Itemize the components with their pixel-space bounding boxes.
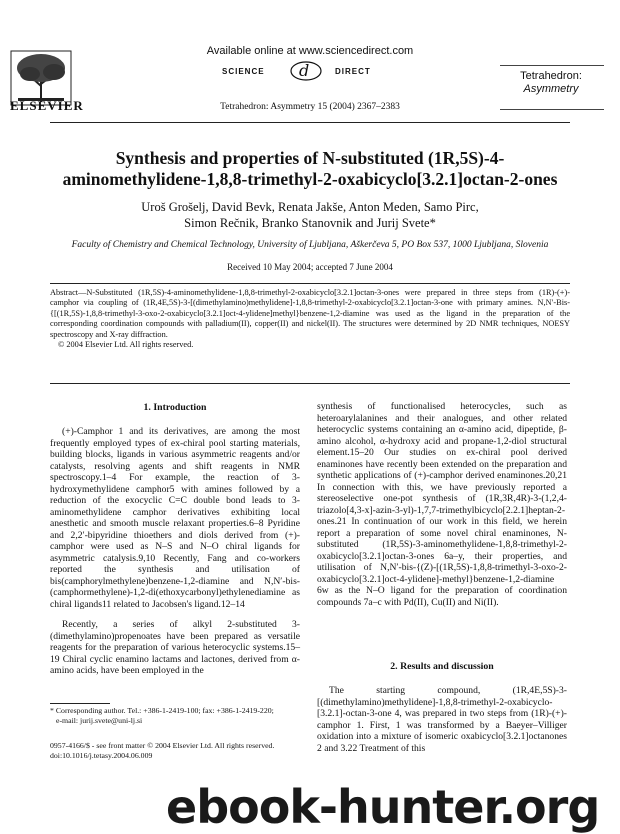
- results-paragraph-1: The starting compound, (1R,4E,5S)-3-[(dimethylamino)methylidene]-1,8,8-trimethyl-2-oxabicyclo-[3.2.1]-octan-3-one 4, was prepared in two steps from (1R)-(+)-camphor 1. First, 1 was transformed by a Baeyer–Villiger oxidation into a mixture of isomeric oxabicyclo[3.2.1]octanones 2 and 3.22 Treatment of this: [317, 685, 567, 754]
- footnote-rule: [50, 703, 110, 704]
- authors-line-1: Uroš Grošelj, David Bevk, Renata Jakše, Anton Meden, Samo Pirc,: [141, 200, 479, 214]
- available-online-text: Available online at www.sciencedirect.com: [206, 45, 414, 57]
- abstract-top-rule: [50, 283, 570, 284]
- corresponding-author-footnote: [50, 706, 310, 725]
- journal-box-bottom-rule: [500, 109, 604, 110]
- sciencedirect-logo-right: DIRECT: [335, 67, 371, 76]
- author-list: [60, 199, 560, 231]
- section-heading-introduction: 1. Introduction: [143, 402, 207, 413]
- issn-line: 0957-4166/$ - see front matter © 2004 Elsevier Ltd. All rights reserved.: [50, 741, 275, 750]
- abstract: [50, 288, 570, 350]
- journal-box-top-rule: [500, 65, 604, 66]
- front-matter-copyright: [50, 741, 310, 760]
- received-dates: Received 10 May 2004; accepted 7 June 2004: [227, 262, 393, 272]
- sciencedirect-d-icon: [289, 59, 323, 81]
- abstract-bottom-rule: [50, 383, 570, 384]
- results-column: [317, 685, 567, 763]
- footnote-email[interactable]: e-mail: jurij.svete@uni-lj.si: [56, 715, 143, 725]
- left-column: [50, 426, 300, 686]
- watermark: ebook-hunter.org: [166, 780, 600, 834]
- footnote-line-1: * Corresponding author. Tel.: +386-1-2419-100; fax: +386-1-2419-220;: [50, 706, 274, 715]
- journal-reference: Tetrahedron: Asymmetry 15 (2004) 2367–2383: [220, 102, 400, 112]
- doi-line[interactable]: doi:10.1016/j.tetasy.2004.06.009: [50, 750, 153, 760]
- journal-subtitle: Asymmetry: [523, 83, 579, 95]
- sciencedirect-logo-left: SCIENCE: [222, 67, 265, 76]
- intro-paragraph-1: (+)-Camphor 1 and its derivatives, are among the most frequently employed types of ex-chiral pool starting materials, building blocks, ligands in various asymmetric reagents and/or catalysts, resolving agents and shift reagents in NMR spectroscopy.1–4 For example, the reaction of 3-hydroxymethylidene camphor5 with amines followed by a reduction of the exocyclic C=C double bond leads to 3-aminomethylidene camphor derivatives exhibiting local anesthetic and smooth muscle relaxant properties.6–8 Pyridine and 2,2′-bipyridine thioethers and diols derived from (+)-camphor were used as N–S and N–O chiral ligands for asymmetric catalysis.9,10 Recently, Fang and co-workers reported the synthesis and utilisation of bis(camphorylmethylene)benzene-1,2-diamine and N,N′-bis-(camphormethylene)-1,2-di(ethoxycarbonyl)ethylenediamine as chiral ligands11 related to Jacobsen's ligand.12–14: [50, 426, 300, 610]
- article-title: [60, 148, 560, 190]
- journal-name: Tetrahedron:: [520, 70, 582, 82]
- title-line-1: Synthesis and properties of N-substituted (1R,5S)-4-: [115, 148, 505, 168]
- abstract-copyright: © 2004 Elsevier Ltd. All rights reserved.: [58, 340, 194, 350]
- intro-paragraph-2: Recently, a series of alkyl 2-substituted 3-(dimethylamino)propenoates have been prepared as versatile reagents for the preparation of various heterocyclic systems.15–19 Chiral cyclic enamino lactams and lactones, derived from α-amino acids, have been employed in the: [50, 619, 300, 676]
- section-heading-results: 2. Results and discussion: [390, 661, 494, 672]
- abstract-text: Abstract—N-Substituted (1R,5S)-4-aminomethylidene-1,8,8-trimethyl-2-oxabicyclo[3.2.1]octan-3-ones were prepared in three steps from (1R)-(+)-camphor via coupling of (1R,4E,5S)-3-[(dimethylamino)methylidene]-1,8,8-trimethyl-2-oxabicyclo[3.2.1]octan-3-one with primary amines. N,N′-Bis-{[(1R,5S)-1,8,8-trimethyl-3-oxo-2-oxabicyclo[3.2.1]oct-4-ylidene]methyl}benzene-1,2-diamine was used as the ligand in the preparation of the corresponding coordination compounds with palladium(II), copper(II) and nickel(II). The structures were determined by 2D NMR techniques, NOESY spectroscopy and X-ray diffraction.: [50, 288, 570, 339]
- right-column: [317, 401, 567, 617]
- affiliation: Faculty of Chemistry and Chemical Technology, University of Ljubljana, Aškerčeva 5, PO Box 537, 1000 Ljubljana, Slovenia: [71, 240, 549, 250]
- intro-paragraph-continued: synthesis of functionalised heterocycles, such as heteroarylalanines and their analogues, and other related heterocyclic systems containing an α-amino acid, dipeptide, β-amino alcohol, α-hydroxy acid and propane-1,2-diol structural element.15–20 Our studies on ex-chiral pool derived enaminones have recently been extended on the preparation and synthetic applications of (+)-camphor derived enaminones.20,21 In connection with this, we have previously reported a stereoselective one-pot synthesis of (1R,3R,4R)-3-(1,2,4-triazolo[4,3-x]-azin-3-yl)-1,7,7-trimethylbicyclo[2.2.1]heptan-2-ones.21 In continuation of our work in this field, we herein report a preparation of some novel chiral enaminones, N-substituted (1R,5S)-3-aminomethylidene-1,8,8-trimethyl-2-oxabicyclo[3.2.1]octan-3-ones 6a–y, their properties, and utilisation of N,N′-bis-{(Z)-[(1R,5S)-1,8,8-trimethyl-3-oxo-2-oxabicyclo[3.2.1]oct-4-ylidene]-methyl}benzene-1,2-diamine 6w as the N–O ligand for the preparation of coordination compounds 7a–c with Pd(II), Cu(II) and Ni(II).: [317, 401, 567, 608]
- svg-text:d: d: [299, 61, 310, 80]
- header-rule: [50, 122, 570, 123]
- title-line-2: aminomethylidene-1,8,8-trimethyl-2-oxabicyclo[3.2.1]octan-2-ones: [62, 169, 558, 189]
- publisher-name: ELSEVIER: [10, 98, 84, 113]
- journal-name-box: [492, 70, 610, 96]
- authors-line-2: Simon Rečnik, Branko Stanovnik and Jurij Svete*: [184, 216, 436, 230]
